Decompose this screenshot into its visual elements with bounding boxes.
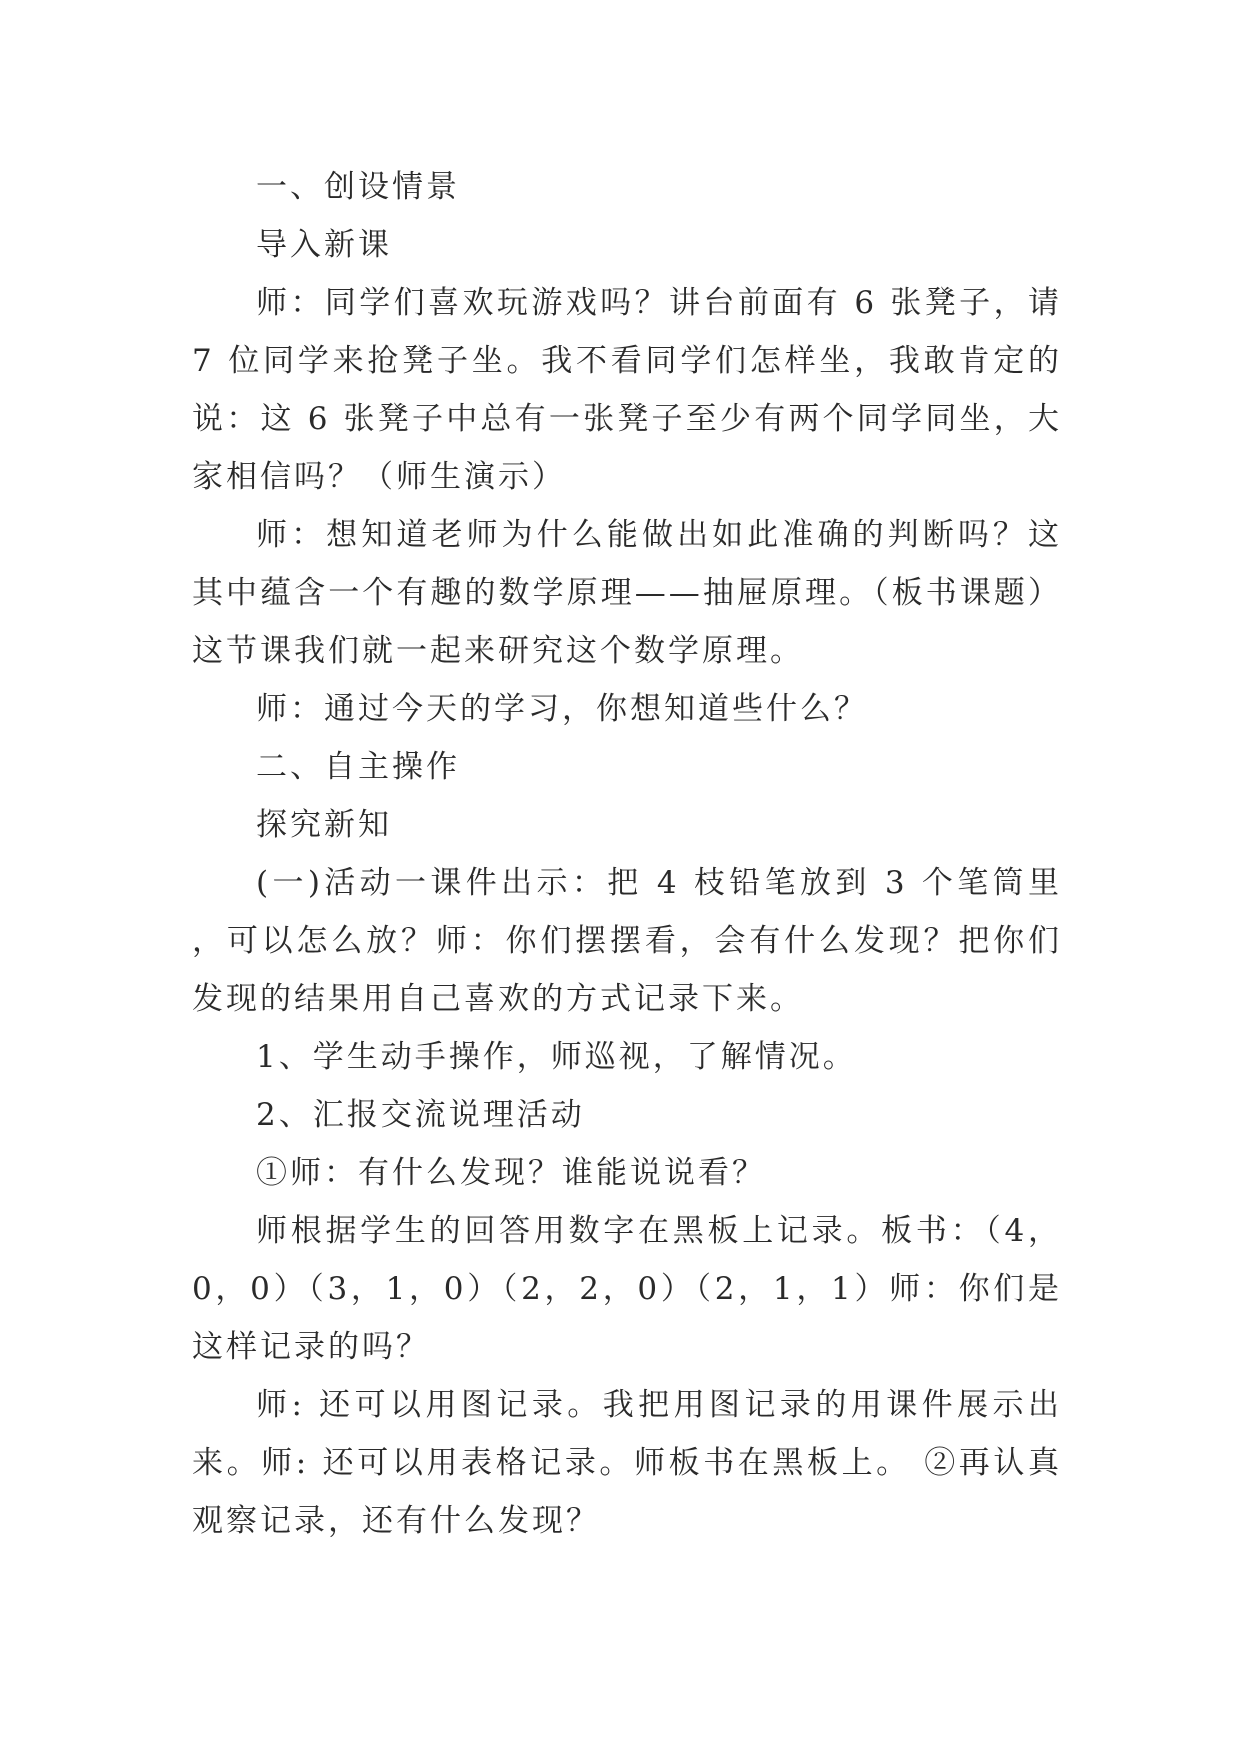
paragraph-chart-record: 师: 还可以用图记录。我把用图记录的用课件展示出来。师: 还可以用表格记录。师板书在黑板上。 ②再认真观察记录，还有什么发现？	[192, 1387, 1062, 1539]
heading-section-one: 一、创设情景	[256, 169, 460, 205]
paragraph-step-one: 1、学生动手操作，师巡视，了解情况。	[256, 1039, 857, 1075]
paragraph-step-two: 2、汇报交流说理活动	[256, 1097, 585, 1133]
paragraph-drawer-principle: 师：想知道老师为什么能做出如此准确的判断吗？这其中蕴含一个有趣的数学原理——抽屉原理。（板书课题）这节课我们就一起来研究这个数学原理。	[192, 517, 1062, 669]
paragraph-discovery: ①师：有什么发现？谁能说说看？	[256, 1155, 766, 1191]
heading-section-two: 二、自主操作	[256, 749, 460, 785]
document-body	[192, 158, 1062, 1550]
paragraph-board-record: 师根据学生的回答用数字在黑板上记录。板书：（4，0，0）（3，1，0）（2，2，0）（2，1，1）师：你们是这样记录的吗？	[192, 1213, 1062, 1365]
paragraph-activity-one: (一)活动一课件出示：把 4 枝铅笔放到 3 个笔筒里，可以怎么放？师：你们摆摆看，会有什么发现？把你们发现的结果用自己喜欢的方式记录下来。	[192, 865, 1062, 1017]
subheading-explore: 探究新知	[256, 807, 392, 843]
subheading-intro: 导入新课	[256, 227, 392, 263]
paragraph-question: 师：通过今天的学习，你想知道些什么？	[256, 691, 868, 727]
paragraph-chair-game: 师：同学们喜欢玩游戏吗？讲台前面有 6 张凳子，请 7 位同学来抢凳子坐。我不看同学们怎样坐，我敢肯定的说：这 6 张凳子中总有一张凳子至少有两个同学同坐，大家相信吗？（师生演示）	[192, 285, 1062, 495]
